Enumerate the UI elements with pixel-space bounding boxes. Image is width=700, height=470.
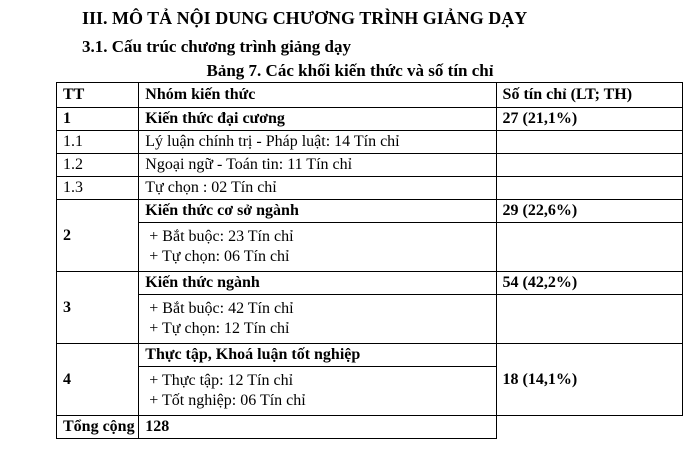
detail-line: + Thực tập: 12 Tín chỉ — [149, 372, 294, 389]
table-row — [57, 344, 683, 367]
table-total-row — [57, 416, 683, 439]
table-row — [57, 154, 683, 177]
detail-line: + Tốt nghiệp: 06 Tín chỉ — [149, 392, 306, 409]
row-tt: 2 — [57, 200, 139, 272]
table-row — [57, 272, 683, 295]
row-group: Kiến thức đại cương — [139, 108, 496, 131]
row-credits: 54 (42,2%) — [496, 272, 682, 295]
header-tt: TT — [57, 83, 139, 108]
row-tt: 4 — [57, 344, 139, 416]
detail-line: + Tự chọn: 12 Tín chỉ — [149, 320, 290, 337]
row-credits: 27 (21,1%) — [496, 108, 682, 131]
row-credits: 29 (22,6%) — [496, 200, 682, 223]
detail-line: + Bắt buộc: 42 Tín chỉ — [149, 300, 294, 317]
row-group: Thực tập, Khoá luận tốt nghiệp — [139, 344, 496, 367]
section-heading: III. MÔ TẢ NỘI DUNG CHƯƠNG TRÌNH GIẢNG DẠY — [82, 8, 528, 28]
table-row — [57, 177, 683, 200]
row-credits — [496, 295, 682, 344]
detail-line: + Bắt buộc: 23 Tín chỉ — [149, 228, 294, 245]
table-row — [57, 108, 683, 131]
row-group: Ngoại ngữ - Toán tin: 11 Tín chỉ — [139, 154, 496, 177]
total-label: Tổng cộng — [57, 416, 139, 439]
table-row — [57, 131, 683, 154]
table-header-row — [57, 83, 683, 108]
credits-table — [56, 82, 683, 439]
row-credits — [496, 177, 682, 200]
total-value: 128 — [139, 416, 496, 439]
row-credits — [496, 154, 682, 177]
row-tt: 1.2 — [57, 154, 139, 177]
row-tt: 1.3 — [57, 177, 139, 200]
subsection-heading: 3.1. Cấu trúc chương trình giảng dạy — [82, 37, 351, 56]
table-caption: Bảng 7. Các khối kiến thức và số tín chỉ — [206, 61, 494, 80]
detail-line: + Tự chọn: 06 Tín chỉ — [149, 248, 290, 265]
row-credits: 18 (14,1%) — [496, 344, 682, 416]
table-row — [57, 223, 683, 272]
row-credits — [496, 223, 682, 272]
row-tt: 1.1 — [57, 131, 139, 154]
row-detail — [139, 295, 496, 344]
table-row — [57, 200, 683, 223]
header-credits: Số tín chỉ (LT; TH) — [496, 83, 682, 108]
row-group: Kiến thức cơ sở ngành — [139, 200, 496, 223]
row-group: Lý luận chính trị - Pháp luật: 14 Tín chỉ — [139, 131, 496, 154]
row-detail — [139, 367, 496, 416]
table-row — [57, 295, 683, 344]
total-credits — [496, 416, 682, 439]
row-credits — [496, 131, 682, 154]
row-group: Kiến thức ngành — [139, 272, 496, 295]
row-tt: 1 — [57, 108, 139, 131]
row-tt: 3 — [57, 272, 139, 344]
header-group: Nhóm kiến thức — [139, 83, 496, 108]
row-group: Tự chọn : 02 Tín chỉ — [139, 177, 496, 200]
row-detail — [139, 223, 496, 272]
